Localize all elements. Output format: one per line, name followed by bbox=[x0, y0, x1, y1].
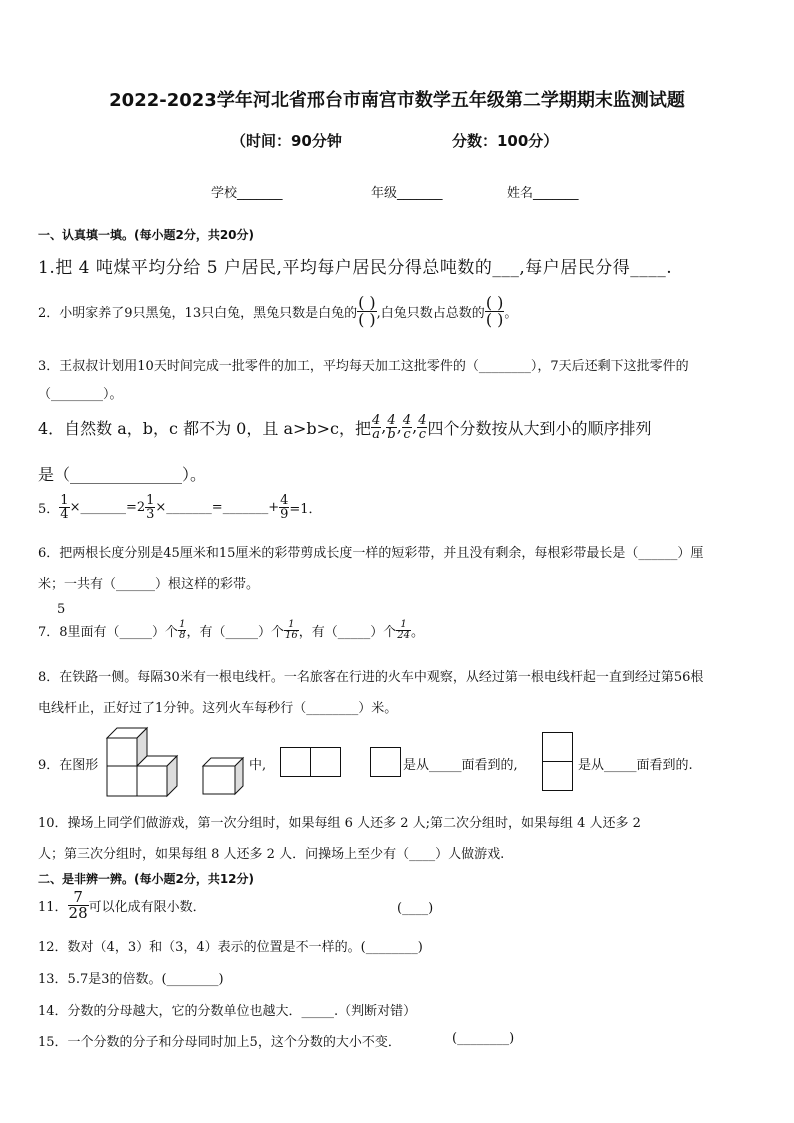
question-8-line-1: 8．在铁路一侧。每隔30米有一根电线杆。一名旅客在行进的火车中观察，从经过第一根电线杆起一直到经过第56根 bbox=[38, 670, 704, 685]
view-one-square bbox=[370, 747, 402, 777]
question-2: 2．小明家养了9只黑兔，13只白兔，黑兔只数是白兔的 $\frac{( )}{( )}$ ,白兔只数占总数的 $\frac{( )}{( )}$ 。 bbox=[38, 293, 518, 329]
question-9-label: 9．在图形 bbox=[38, 758, 99, 773]
question-10-line-1: 10．操场上同学们做游戏，第一次分组时，如果每组 6 人还多 2 人;第二次分组时，如果每组 4 人还多 2 bbox=[38, 816, 641, 831]
section-heading-fill-in: 一、认真填一填。(每小题2分，共20分) bbox=[38, 228, 255, 242]
question-10-line-2: 人；第三次分组时，如果每组 8 人还多 2 人．问操场上至少有（____）人做游戏. bbox=[38, 847, 505, 862]
grade-field: 年级_______ bbox=[371, 186, 443, 201]
fraction-blank: $\frac{( )}{( )}$ bbox=[485, 293, 504, 329]
question-9-mid: 中, bbox=[249, 758, 267, 773]
exam-time: （时间：90分钟 bbox=[231, 132, 342, 150]
fraction-blank: $\frac{( )}{( )}$ bbox=[358, 293, 376, 329]
question-3-line-2: （________）。 bbox=[38, 387, 123, 402]
question-13: 13．5.7是3的倍数。(________) bbox=[38, 972, 224, 987]
question-6-line-2: 米；一共有（______）根这样的彩带。 bbox=[38, 577, 260, 592]
question-7: 7．8里面有（_____）个 $\frac{1}{8}$ ，有（_____）个 $\frac{1}{16}$ ，有（_____）个 $\frac{1}{24}$ 。 bbox=[38, 619, 424, 641]
exam-score: 分数：100分） bbox=[452, 132, 559, 150]
answer-paren-11: (____) bbox=[397, 901, 434, 916]
view-two-squares bbox=[280, 747, 342, 777]
question-3-line-1: 3．王叔叔计划用10天时间完成一批零件的加工，平均每天加工这批零件的（________），7天后还剩下这批零件的 bbox=[38, 359, 689, 374]
answer-paren-15: (________) bbox=[452, 1031, 515, 1046]
single-cube-figure bbox=[203, 758, 247, 796]
question-4-line-2: 是（______________）。 bbox=[38, 465, 207, 484]
school-field: 学校_______ bbox=[211, 186, 283, 201]
question-14: 14．分数的分母越大，它的分数单位也越大．_____.（判断对错） bbox=[38, 1004, 417, 1019]
question-7-numerator: 5 bbox=[57, 602, 66, 617]
question-5: 5． $\frac{1}{4}$ ×_______=2 $\frac{1}{3}$ ×_______=_______+ $\frac{4}{9}$ =1． bbox=[38, 493, 322, 522]
section-heading-true-false: 二、是非辨一辨。(每小题2分，共12分) bbox=[38, 872, 255, 886]
question-15: 15．一个分数的分子和分母同时加上5，这个分数的大小不变． bbox=[38, 1035, 401, 1050]
question-8-line-2: 电线杆止，正好过了1分钟。这列火车每秒行（________）米。 bbox=[38, 701, 398, 716]
question-4-line-1: 4．自然数 a，b，c 都不为 0，且 a>b>c，把 $\frac{4}{a}$ , $\frac{4}{b}$ , $\frac{4}{c}$ , $\frac{4}{c}$ 四个分数按从大到小的顺序排列 bbox=[38, 413, 652, 442]
question-9-part-2: 是从_____面看到的, bbox=[403, 758, 518, 773]
name-field: 姓名_______ bbox=[507, 186, 579, 201]
question-6-line-1: 6．把两根长度分别是45厘米和15厘米的彩带剪成长度一样的短彩带，并且没有剩余，每根彩带最长是（______）厘 bbox=[38, 546, 704, 561]
question-12: 12．数对（4，3）和（3，4）表示的位置是不一样的。(________) bbox=[38, 940, 423, 955]
question-1: 1.把 4 吨煤平均分给 5 户居民,平均每户居民分得总吨数的___,每户居民分得____. bbox=[38, 258, 673, 278]
question-9-part-3: 是从_____面看到的. bbox=[578, 758, 693, 773]
page-title: 2022-2023学年河北省邢台市南宫市数学五年级第二学期期末监测试题 bbox=[109, 90, 685, 111]
question-11: 11． $\frac{7}{28}$ 可以化成有限小数． bbox=[38, 888, 206, 922]
cube-group-figure bbox=[103, 728, 183, 798]
view-stacked-squares bbox=[542, 732, 574, 792]
